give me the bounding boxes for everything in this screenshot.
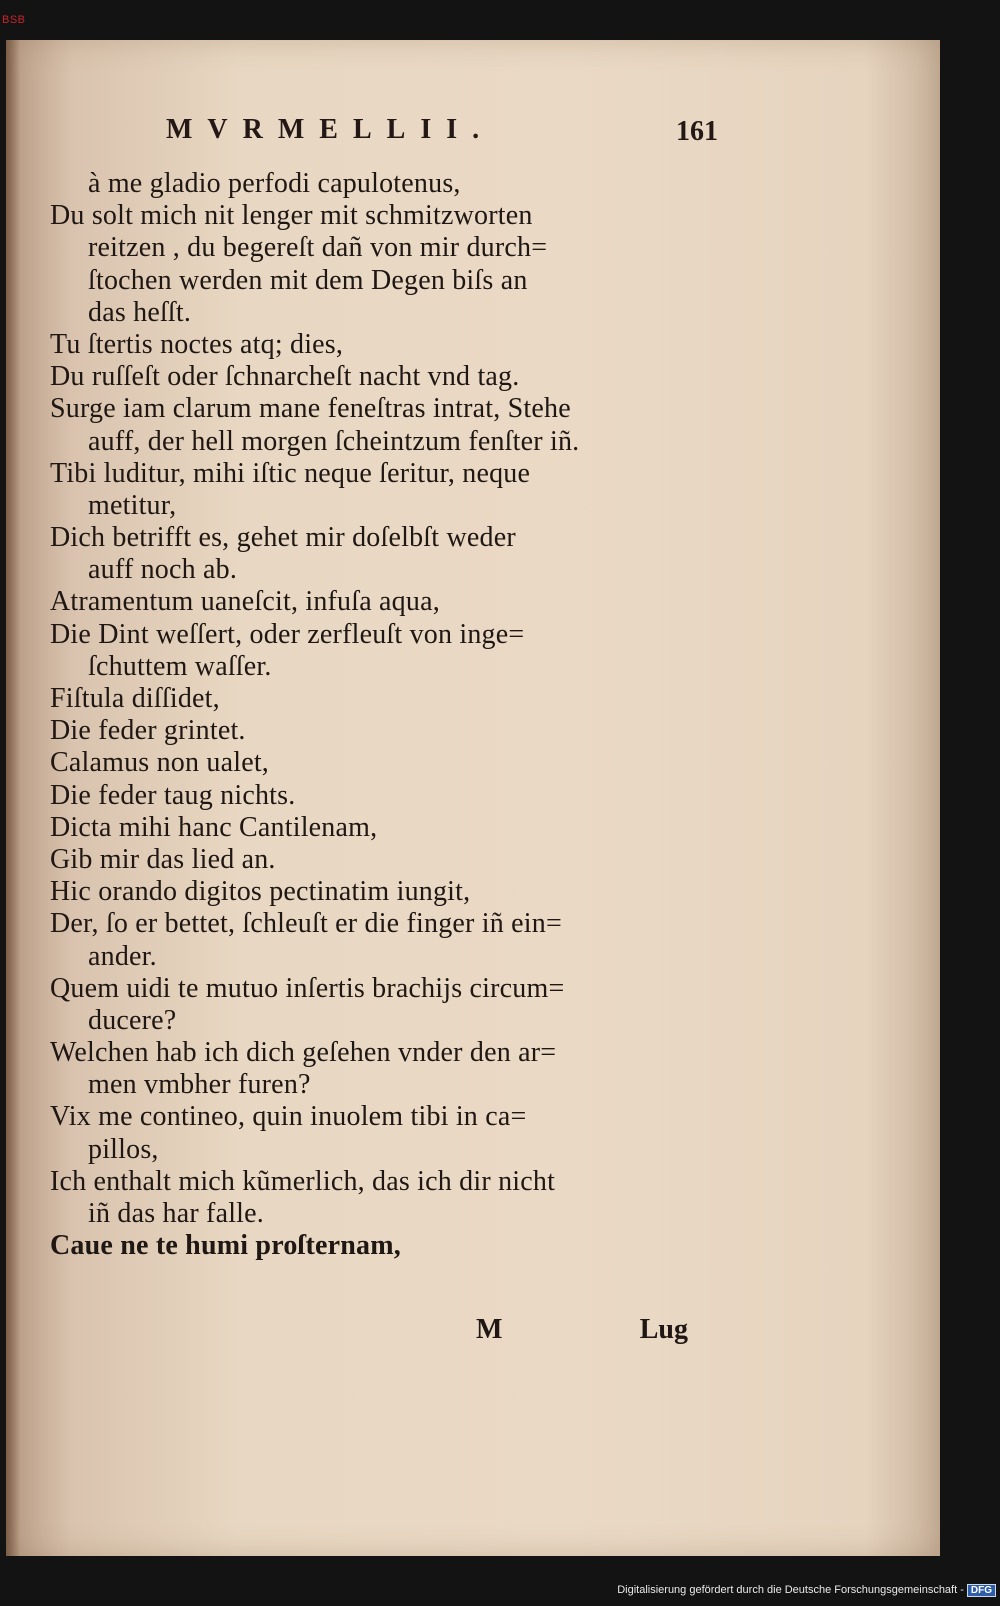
digitization-footer <box>617 1584 996 1597</box>
catchwords <box>476 1314 698 1350</box>
text-line: Gib mir das lied an. <box>50 843 276 875</box>
text-line: Atramentum uaneſcit, infuſa aqua, <box>50 586 440 618</box>
text-line: Tibi luditur, mihi iſtic neque ſeritur, neque <box>50 457 531 489</box>
book-page <box>6 40 940 1556</box>
text-line: Hic orando digitos pectinatim iungit, <box>50 876 471 908</box>
text-line: auff, der hell morgen ſcheintzum fenſter iñ. <box>88 425 580 457</box>
text-line: Dicta mihi hanc Cantilenam, <box>50 811 378 843</box>
text-line: das heſſt. <box>88 296 192 328</box>
text-line: Ich enthalt mich kũmerlich, das ich dir nicht <box>50 1165 556 1197</box>
text-line: Die Dint weſſert, oder zerfleuſt von inge= <box>50 618 525 650</box>
page-header <box>158 114 718 154</box>
text-line: auff noch ab. <box>88 554 238 586</box>
text-line: Quem uidi te mutuo inſertis brachijs circum= <box>50 972 565 1004</box>
text-line: Der, ſo er bettet, ſchleuſt er die finger iñ ein= <box>50 908 562 940</box>
text-line: Dich betrifft es, gehet mir doſelbſt weder <box>50 522 516 554</box>
page-number: 161 <box>676 116 718 147</box>
text-block <box>50 168 730 1262</box>
footer-text: Digitalisierung gefördert durch die Deutsche Forschungsgemeinschaft - <box>617 1584 964 1596</box>
running-title: MVRMELLII. <box>166 114 495 145</box>
text-line: Welchen hab ich dich geſehen vnder den ar= <box>50 1037 557 1069</box>
text-line: reitzen , du begereſt dañ von mir durch= <box>88 232 548 264</box>
text-line: Die feder taug nichts. <box>50 779 296 811</box>
text-line: Du solt mich nit lenger mit schmitzworten <box>50 200 533 232</box>
text-line: Die feder grintet. <box>50 715 246 747</box>
text-line: à me gladio perfodi capulotenus, <box>88 168 461 199</box>
text-line: Du ruſſeſt oder ſchnarcheſt nacht vnd tag. <box>50 361 520 393</box>
text-line: Caue ne te humi proſternam, <box>50 1230 401 1262</box>
text-line: ſchuttem waſſer. <box>88 650 272 682</box>
text-line: pillos, <box>88 1133 159 1165</box>
text-line: Surge iam clarum mane feneſtras intrat, Stehe <box>50 393 571 425</box>
text-line: ducere? <box>88 1004 177 1036</box>
text-line: men vmbher furen? <box>88 1069 311 1101</box>
text-line: Vix me contineo, quin inuolem tibi in ca= <box>50 1101 527 1133</box>
signature-mark: M <box>476 1314 503 1345</box>
text-line: iñ das har falle. <box>88 1198 264 1229</box>
text-line: Fiſtula diſſidet, <box>50 683 220 714</box>
catchword: Lug <box>639 1314 688 1345</box>
library-mark: BSB <box>2 14 26 26</box>
text-line: Calamus non ualet, <box>50 747 270 779</box>
text-line: metitur, <box>88 489 177 521</box>
text-line: ander. <box>88 940 157 972</box>
text-line: Tu ſtertis noctes atq; dies, <box>50 328 344 360</box>
dfg-logo: DFG <box>967 1584 996 1597</box>
text-line: ſtochen werden mit dem Degen biſs an <box>88 264 528 296</box>
